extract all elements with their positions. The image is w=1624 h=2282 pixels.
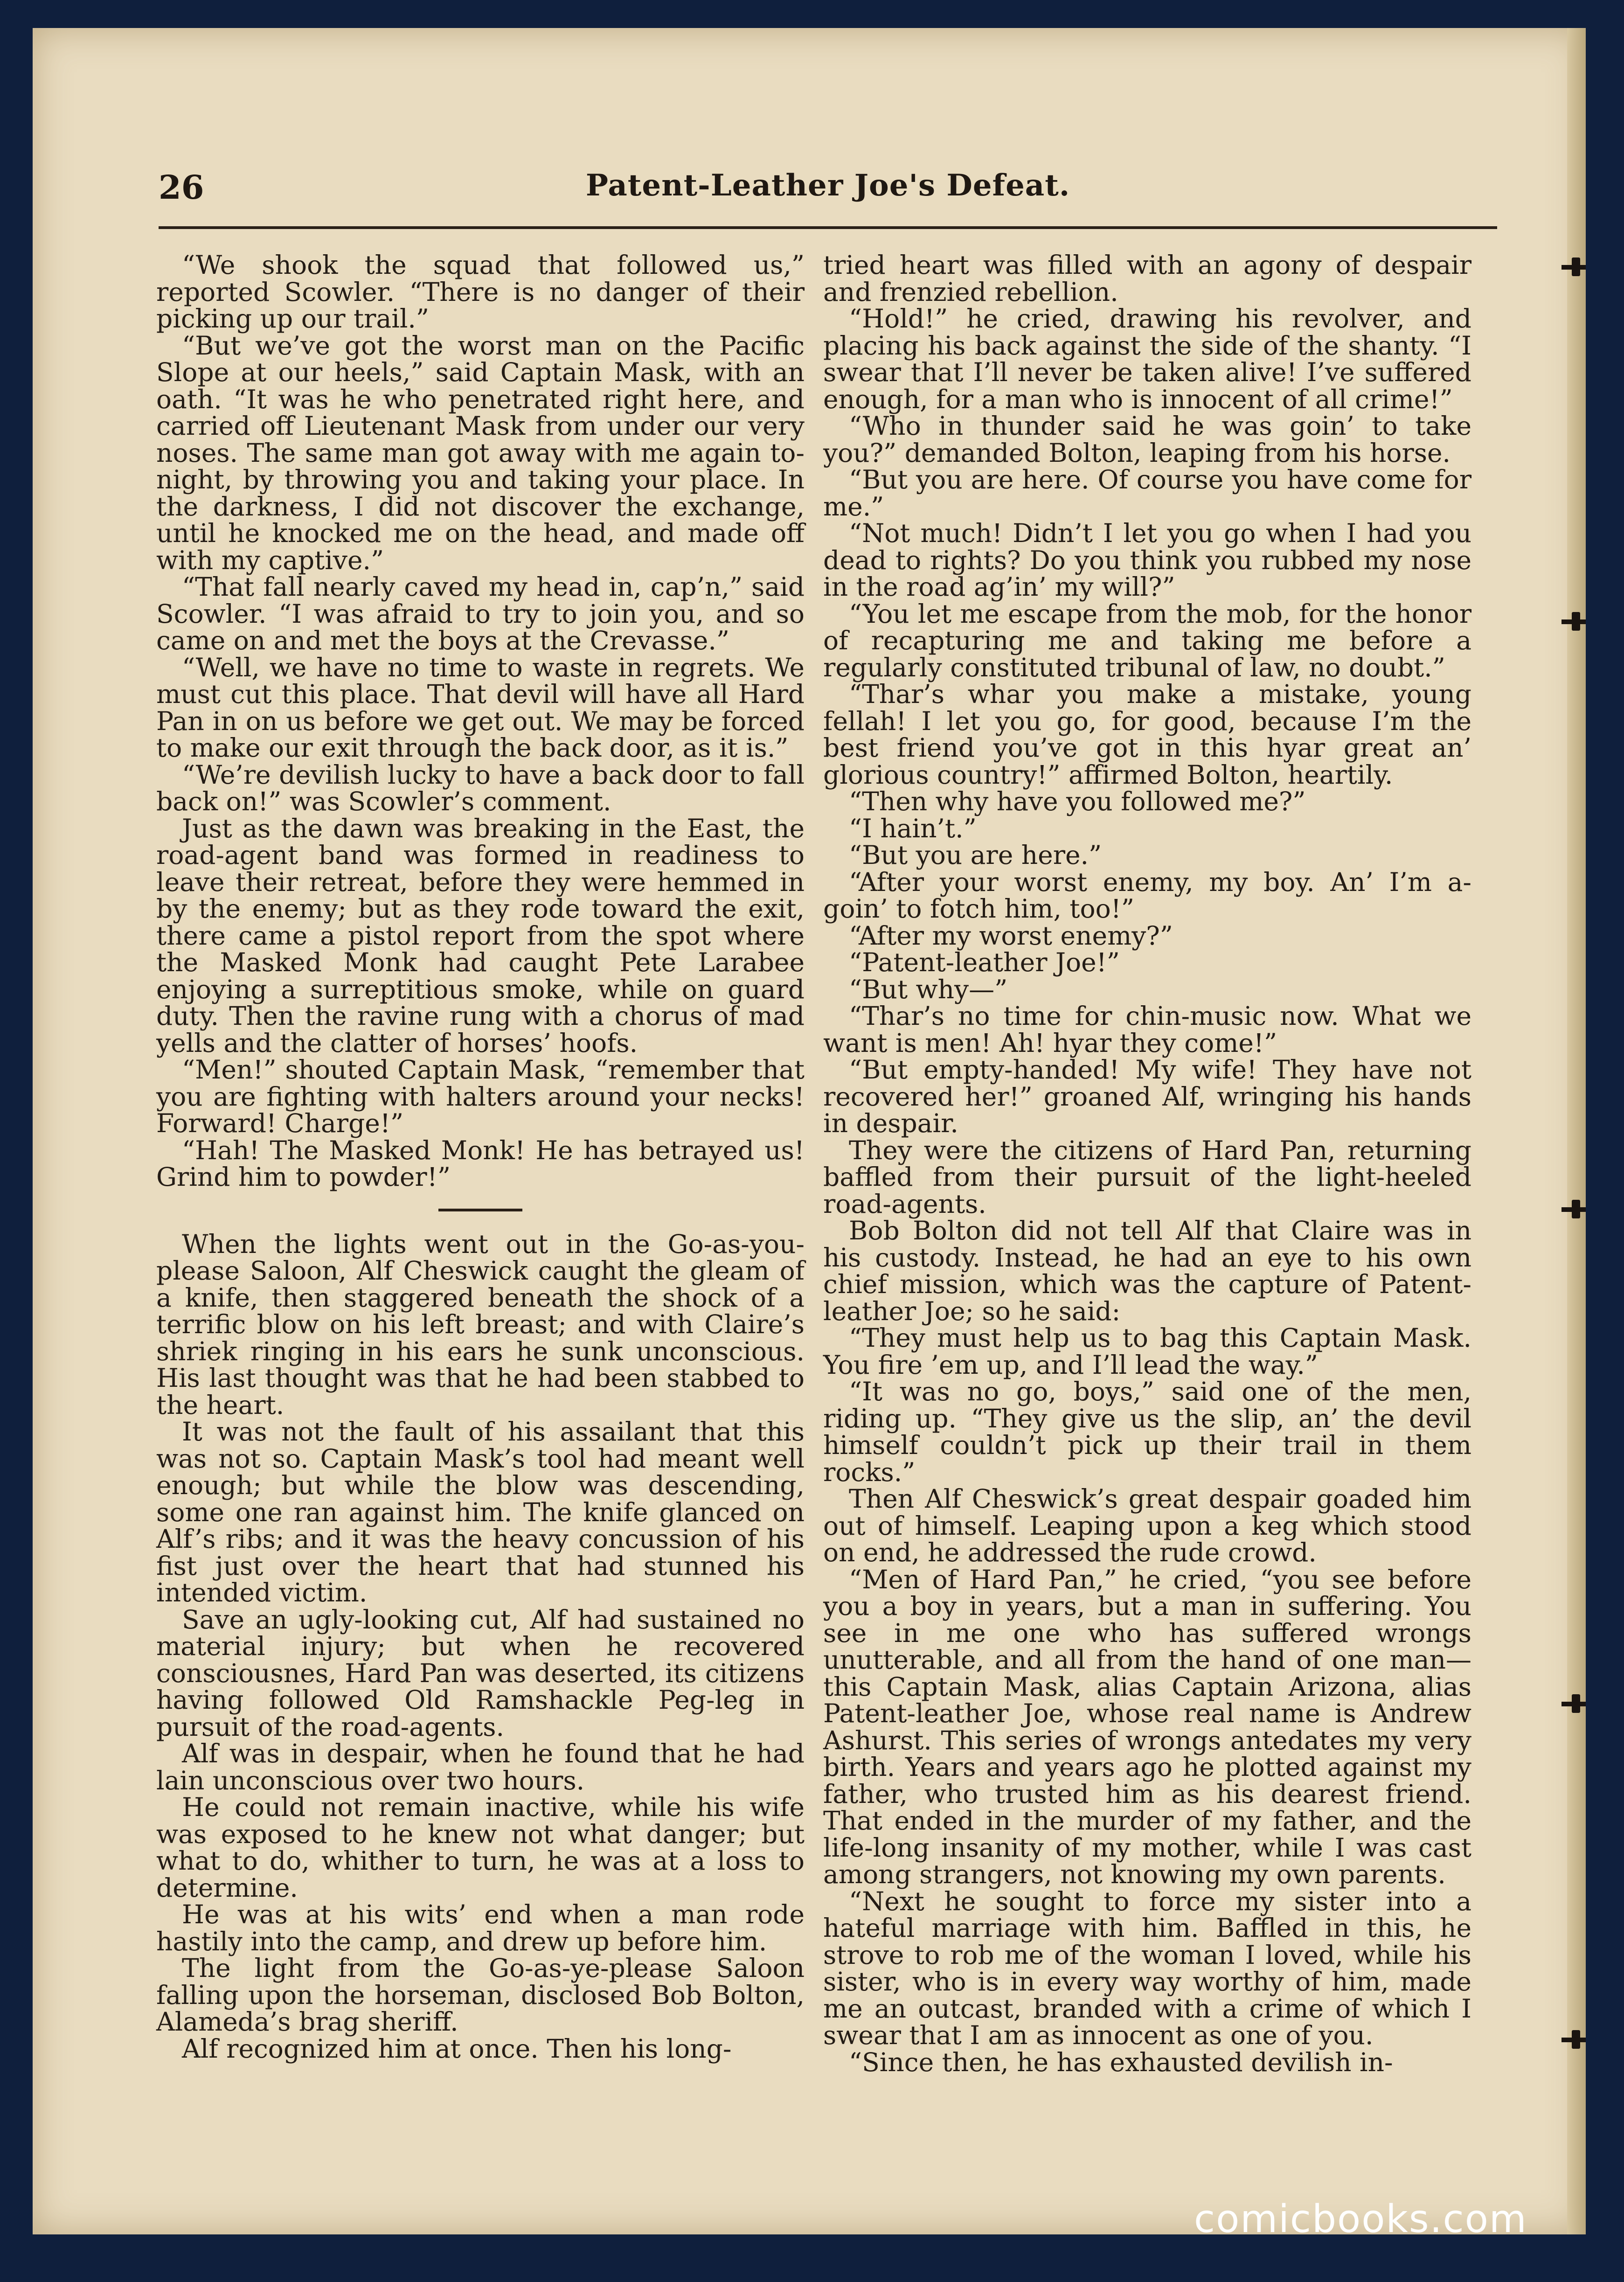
paragraph: “But empty-handed! My wife! They have not recovered her!” groaned Alf, wringing his hands in despair. (823, 1055, 1471, 1138)
paragraph: Just as the dawn was breaking in the East, the road-agent band was formed in readiness to leave their retreat, before they were hemmed in by the enemy; but as they rode toward the exit, there came a pistol report from the spot where the Masked Monk had caught Pete Larabee enjoying a surreptitious smoke, while on guard duty. Then the ravine rung with a chorus of mad yells and the clatter of horses’ hoofs. (156, 813, 805, 1058)
paragraph: “Men!” shouted Captain Mask, “remember that you are fighting with halters around your necks! Forward! Charge!” (156, 1055, 805, 1138)
right-column-section (823, 252, 1471, 2076)
left-column (156, 252, 805, 2062)
page-header (159, 168, 1497, 219)
watermark: comicbooks.com (1194, 2197, 1527, 2241)
paragraph: “Thar’s no time for chin-music now. What we want is men! Ah! hyar they come!” (823, 1001, 1471, 1058)
page-number: 26 (159, 168, 204, 207)
paragraph: “Patent-leather Joe!” (849, 947, 1120, 977)
paragraph: Alf was in despair, when he found that he had lain unconscious over two hours. (156, 1739, 805, 1795)
paragraph: “They must help us to bag this Captain Mask. You fire ’em up, and I’ll lead the way.” (823, 1323, 1471, 1380)
paragraph: “I hain’t.” (849, 813, 977, 843)
paragraph: “Next he sought to force my sister into a hateful marriage with him. Baffled in this, he strove to rob me of the woman I loved, while his sister, who is in every way worthy of him, made me an outcast, branded with a crime of which I swear that I am as innocent as one of you. (823, 1886, 1471, 2050)
paragraph: The light from the Go-as-ye-please Saloon falling upon the horseman, disclosed Bob Bolton, Alameda’s brag sheriff. (156, 1953, 805, 2037)
paragraph: “Well, we have no time to waste in regrets. We must cut this place. That devil will have all Hard Pan in on us before we get out. We may be forced to make our exit through the back door, as it is.” (156, 652, 805, 763)
paragraph: “But we’ve got the worst man on the Pacific Slope at our heels,” said Captain Mask, with an oath. “It was he who penetrated right here, and carried off Lieutenant Mask from under our very noses. The same man got away with me again to-night, by throwing you and taking your place. In the darkness, I did not discover the exchange, until he knocked me on the head, and made off with my captive.” (156, 330, 805, 575)
paragraph: “Since then, he has exhausted devilish in- (849, 2047, 1393, 2077)
paragraph: When the lights went out in the Go-as-you-please Saloon, Alf Cheswick caught the gleam of a knife, then staggered beneath the shock of a terrific blow on his left breast; and with Claire’s shriek ringing in his ears he sunk unconscious. His last thought was that he had been stabbed to the heart. (156, 1229, 805, 1420)
paragraph: Then Alf Cheswick’s great despair goaded him out of himself. Leaping upon a keg which stood on end, he addressed the rude crowd. (823, 1484, 1471, 1567)
paragraph: “After your worst enemy, my boy. An’ I’m a-goin’ to fotch him, too!” (823, 867, 1471, 924)
binding-stitch-icon (1558, 2029, 1586, 2050)
page-title: Patent-Leather Joe's Defeat. (585, 168, 1070, 203)
paragraph: “Who in thunder said he was goin’ to take you?” demanded Bolton, leaping from his horse. (823, 411, 1471, 468)
book-spine (1567, 28, 1586, 2234)
paragraph: “Hold!” he cried, drawing his revolver, and placing his back against the side of the shanty. “I swear that I’ll never be taken alive! I’ve suffered enough, for a man who is innocent of all crime!” (823, 304, 1471, 414)
paragraph: Bob Bolton did not tell Alf that Claire was in his custody. Instead, he had an eye to his own chief mission, which was the capture of Patent-leather Joe; so he said: (823, 1216, 1471, 1326)
paragraph: “We’re devilish lucky to have a back door to fall back on!” was Scowler’s comment. (156, 759, 805, 816)
paragraph: “It was no go, boys,” said one of the men, riding up. “They give us the slip, an’ the devil himself couldn’t pick up their trail in them rocks.” (823, 1377, 1471, 1487)
paragraph: “But you are here.” (849, 840, 1102, 870)
binding-stitch-icon (1558, 611, 1586, 632)
paragraph: It was not the fault of his assailant that this was not so. Captain Mask’s tool had meant well enough; but while the blow was descending, some one ran against him. The knife glanced on Alf’s ribs; and it was the heavy concussion of his fist just over the heart that had stunned his intended victim. (156, 1417, 805, 1607)
book-page (33, 28, 1586, 2234)
paragraph: “We shook the squad that followed us,” reported Scowler. “There is no danger of their picking up our trail.” (156, 250, 805, 334)
paragraph: He could not remain inactive, while his wife was exposed to he knew not what danger; but what to do, whither to turn, he was at a loss to determine. (156, 1792, 805, 1903)
right-column (823, 252, 1471, 2076)
paragraph: “Thar’s whar you make a mistake, young fellah! I let you go, for good, because I’m the best friend you’ve got in this hyar great an’ glorious country!” affirmed Bolton, heartily. (823, 679, 1471, 790)
paragraph: tried heart was filled with an agony of despair and frenzied rebellion. (823, 250, 1471, 307)
paragraph: He was at his wits’ end when a man rode hastily into the camp, and drew up before him. (156, 1899, 805, 1956)
paragraph: “You let me escape from the mob, for the honor of recapturing me and taking me before a regularly constituted tribunal of law, no doubt.” (823, 598, 1471, 682)
section-divider (438, 1209, 522, 1211)
paragraph: “But why—” (849, 974, 1008, 1004)
paragraph: “Men of Hard Pan,” he cried, “you see before you a boy in years, but a man in suffering. You see in me one who has suffered wrongs unutterable, and all from the hand of one man—this Captain Mask, alias Captain Arizona, alias Patent-leather Joe, whose real name is Andrew Ashurst. This series of wrongs antedates my very birth. Years and years ago he plotted against my father, who trusted him as his dearest friend. That ended in the murder of my father, and the life-long insanity of my mother, while I was cast among strangers, not knowing my own parents. (823, 1564, 1471, 1889)
paragraph: Save an ugly-looking cut, Alf had sustained no material injury; but when he recovered consciousnes, Hard Pan was deserted, its citizens having followed Old Ramshackle Peg-leg in pursuit of the road-agents. (156, 1604, 805, 1742)
binding-stitch-icon (1558, 1693, 1586, 1714)
paragraph: They were the citizens of Hard Pan, returning baffled from their pursuit of the light-heeled road-agents. (823, 1135, 1471, 1219)
paragraph: “After my worst enemy?” (849, 920, 1173, 951)
header-rule (159, 226, 1497, 229)
paragraph: “But you are here. Of course you have come for me.” (823, 465, 1471, 522)
paragraph: Alf recognized him at once. Then his long- (182, 2033, 732, 2064)
binding-stitch-icon (1558, 1199, 1586, 1219)
binding-stitch-icon (1558, 257, 1586, 277)
paragraph: “That fall nearly caved my head in, cap’n,” said Scowler. “I was afraid to try to join you, and so came on and met the boys at the Crevasse.” (156, 572, 805, 655)
left-column-section (156, 1231, 805, 2063)
left-column-section (156, 252, 805, 1191)
paragraph: “Hah! The Masked Monk! He has betrayed us! Grind him to powder!” (156, 1135, 805, 1192)
paragraph: “Then why have you followed me?” (849, 786, 1306, 816)
paragraph: “Not much! Didn’t I let you go when I had you dead to rights? Do you think you rubbed my nose in the road ag’in’ my will?” (823, 518, 1471, 602)
